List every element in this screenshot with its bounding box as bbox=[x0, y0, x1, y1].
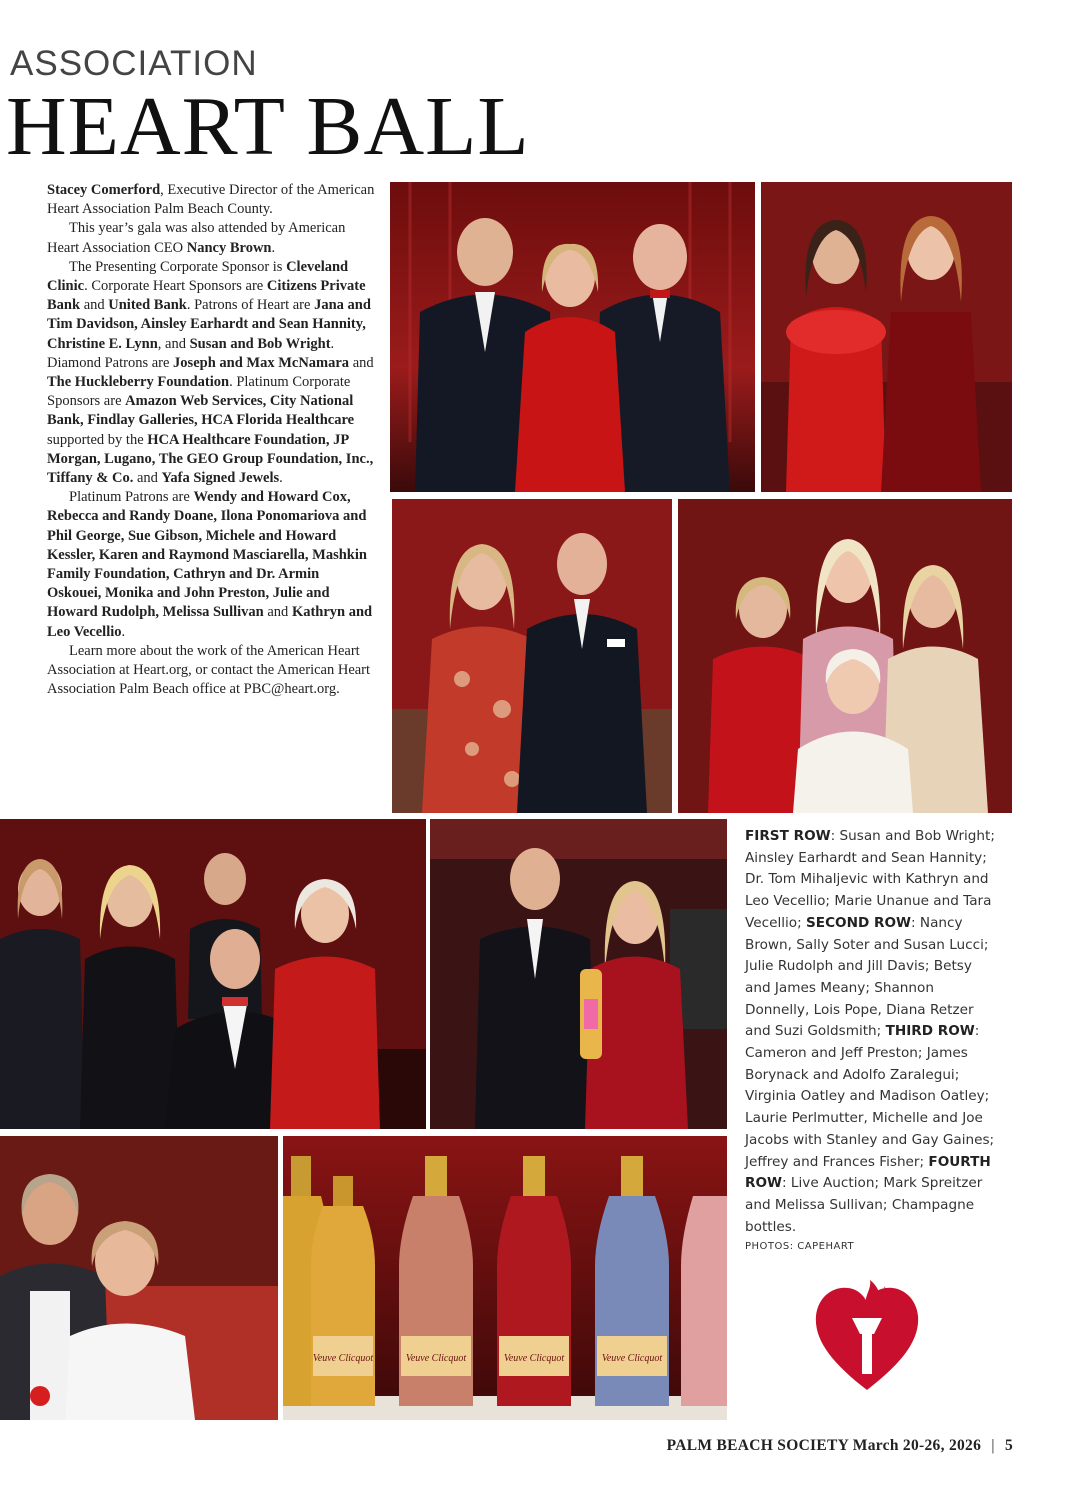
bottle-label: Veuve Clicquot bbox=[405, 1353, 467, 1364]
page-title: HEART BALL bbox=[6, 80, 530, 173]
caption-row-label: FOURTH ROW bbox=[745, 1153, 991, 1192]
issue-date: March 20-26, 2026 bbox=[852, 1437, 982, 1454]
publication-name: PALM BEACH SOCIETY bbox=[666, 1437, 849, 1454]
bottle-label: Veuve Clicquot bbox=[503, 1353, 565, 1364]
caption-row-label: FIRST ROW bbox=[745, 828, 831, 844]
bottle-label: Veuve Clicquot bbox=[601, 1353, 663, 1364]
photo-row3-table-group bbox=[0, 819, 426, 1129]
photo-row1-pair-women bbox=[761, 182, 1012, 492]
page-footer bbox=[667, 1437, 1013, 1455]
photo-row1-trio bbox=[390, 182, 755, 492]
article-paragraph-5: Learn more about the work of the American Heart Association at Heart.org, or contact the American Heart Association Palm Beach office at PBC@heart.org. bbox=[47, 642, 371, 698]
article-paragraph-3: The Presenting Corporate Sponsor is Cleveland Clinic. Corporate Heart Sponsors are Citizens Private Bank and United Bank. Patrons of Heart are Jana and Tim Davidson, Ainsley Earhardt and Sean Hannity, Christine E. Lynn, and Susan and Bob Wright. Diamond Patrons are Joseph and Max McNamara and The Huckleberry Foundation. Platinum Corporate Sponsors are Amazon Web Services, City National Bank, Findlay Galleries, HCA Florida Healthcare supported by the HCA Healthcare Foundation, JP Morgan, Lugano, The GEO Group Foundation, Inc., Tiffany & Co. and Yafa Signed Jewels. bbox=[47, 258, 374, 487]
photo-row4-champagne-bottles bbox=[283, 1136, 727, 1420]
photo-row3-pair-bottle bbox=[430, 819, 727, 1129]
article-paragraph-1: Stacey Comerford, Executive Director of the American Heart Association Palm Beach County. bbox=[47, 182, 375, 218]
photo-row4-pair bbox=[0, 1136, 278, 1420]
footer-separator: | bbox=[991, 1437, 995, 1454]
page-number: 5 bbox=[1004, 1437, 1013, 1454]
photo-caption: FIRST ROW: Susan and Bob Wright; Ainsley Earhardt and Sean Hannity; Dr. Tom Mihaljevic with Kathryn and Leo Vecellio; Marie Unanue and Tara Vecellio; SECOND ROW: Nancy Brown, Sally Soter and Susan Lucci; Julie Rudolph and Jill Davis; Betsy and James Meany; Shannon Donnelly, Lois Pope, Diana Retzer and Suzi Goldsmith; THIRD ROW: Cameron and Jeff Preston; James Borynack and Adolfo Zaralegui; Virginia Oatley and Madison Oatley; Laurie Perlmutter, Michelle and Joe Jacobs with Stanley and Gay Gaines; Jeffrey and Frances Fisher; FOURTH ROW: Live Auction; Mark Spreitzer and Melissa Sullivan; Champagne bottles. PHOTOS: CAPEHART bbox=[745, 826, 995, 1256]
heart-torch-logo-icon bbox=[812, 1278, 922, 1394]
photo-credit: PHOTOS: CAPEHART bbox=[745, 1241, 855, 1253]
article-paragraph-4: Platinum Patrons are Wendy and Howard Cox, Rebecca and Randy Doane, Ilona Ponomariova and Phil George, Sue Gibson, Michele and Howard Kessler, Karen and Raymond Masciarella, Mashkin Family Foundation, Cathryn and Dr. Armin Oskouei, Monika and John Preston, Julie and Howard Rudolph, Melissa Sullivan and Kathryn and Leo Vecellio. bbox=[47, 489, 373, 640]
photo-row2-group-four bbox=[678, 499, 1012, 813]
section-kicker: ASSOCIATION bbox=[10, 44, 258, 83]
bottle-label: Veuve Clicquot bbox=[312, 1353, 374, 1364]
photo-row2-pair bbox=[392, 499, 672, 813]
article-body bbox=[47, 181, 377, 699]
article-paragraph-2: This year’s gala was also attended by American Heart Association CEO Nancy Brown. bbox=[47, 220, 346, 256]
caption-row-label: THIRD ROW bbox=[885, 1023, 975, 1040]
caption-row-label: SECOND ROW bbox=[806, 914, 912, 931]
